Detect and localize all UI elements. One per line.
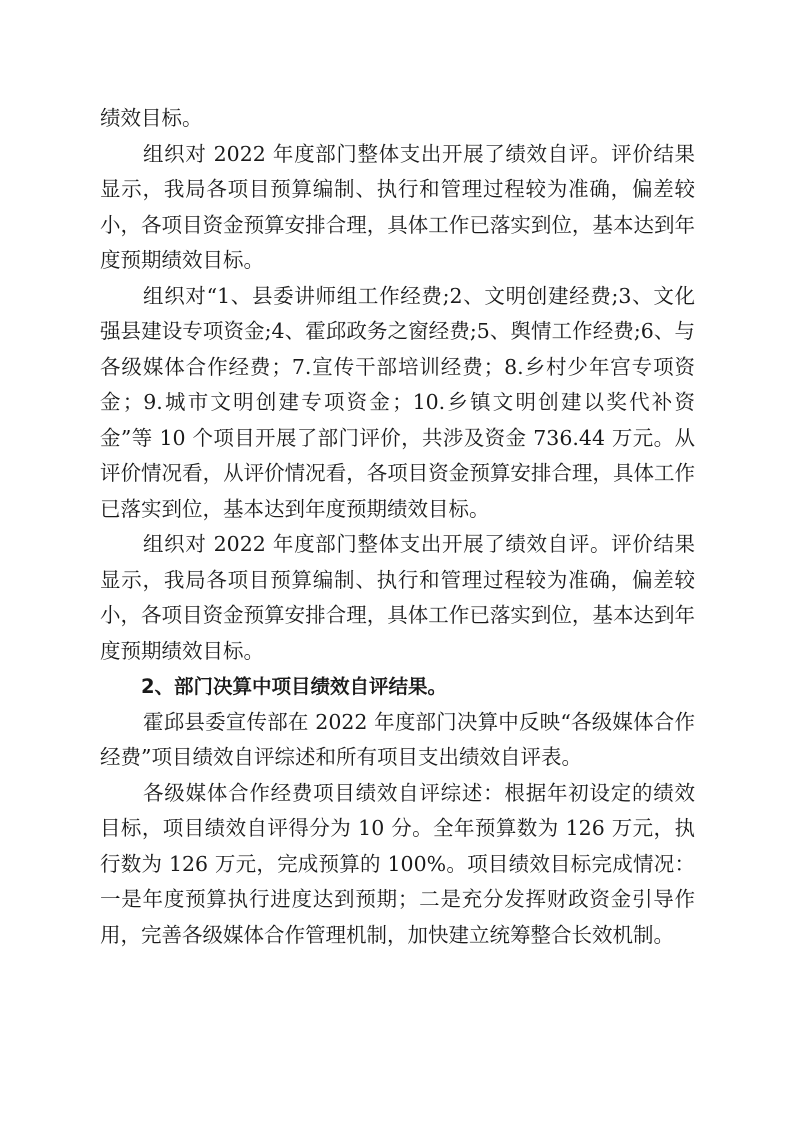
- paragraph-overall-evaluation-repeat: 组织对 2022 年度部门整体支出开展了绩效自评。评价结果显示，我局各项目预算编制、执行和管理过程较为准确，偏差较小，各项目资金预算安排合理，具体工作已落实到位，基本达到年度预期绩效目标。: [100, 532, 695, 663]
- paragraph-project-evaluation: 组织对“1、县委讲师组工作经费;2、文明创建经费;3、文化强县建设专项资金;4、霍邱政务之窗经费;5、舆情工作经费;6、与各级媒体合作经费；7.宣传干部培训经费；8.乡村少年宫专项资金；9.城市文明创建专项资金；10.乡镇文明创建以奖代补资金”等 10 个项目开展了部门评价，共涉及资金 736.44 万元。从评价情况看，从评价情况看，各项目资金预算安排合理，具体工作已落实到位，基本达到年度预期绩效目标。: [100, 283, 695, 521]
- section-heading: 2、部门决算中项目绩效自评结果。: [140, 675, 448, 698]
- paragraph-final-accounts: 霍邱县委宣传部在 2022 年度部门决算中反映“各级媒体合作经费”项目绩效自评综述和所有项目支出绩效自评表。: [100, 709, 695, 769]
- document-body: [100, 101, 695, 953]
- paragraph-overall-evaluation: 组织对 2022 年度部门整体支出开展了绩效自评。评价结果显示，我局各项目预算编制、执行和管理过程较为准确，偏差较小，各项目资金预算安排合理，具体工作已落实到位，基本达到年度预期绩效目标。: [100, 141, 695, 272]
- paragraph-media-cooperation-summary: 各级媒体合作经费项目绩效自评综述：根据年初设定的绩效目标，项目绩效自评得分为 10 分。全年预算数为 126 万元，执行数为 126 万元，完成预算的 100%。项目绩效目标完成情况：一是年度预算执行进度达到预期；二是充分发挥财政资金引导作用，完善各级媒体合作管理机制，加快建立统筹整合长效机制。: [100, 780, 695, 947]
- paragraph-continuation: 绩效目标。: [100, 106, 203, 130]
